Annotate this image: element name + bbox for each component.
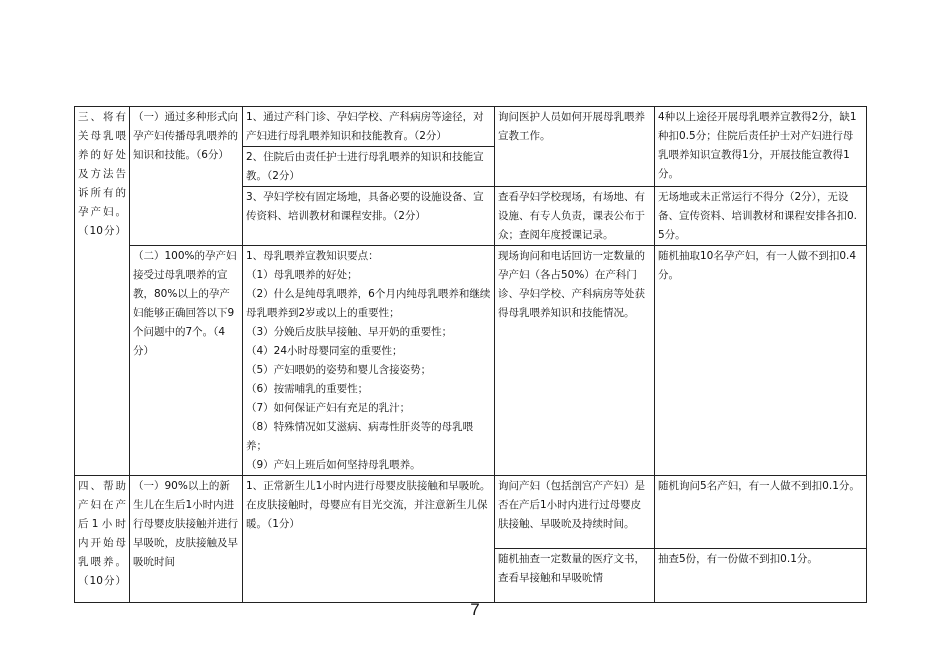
knowledge-point: （3）分娩后皮肤早接触、早开奶的重要性； bbox=[246, 326, 453, 338]
table-row bbox=[75, 107, 867, 147]
table-row bbox=[75, 476, 867, 549]
scoring-cell: 无场地或未正常运行不得分（2分），无设备、宣传资料、培训教材和课程安排各扣0.5分。 bbox=[655, 187, 867, 246]
requirement-cell: 1、正常新生儿1小时内进行母婴皮肤接触和早吸吮。在皮肤接触时，母婴应有目光交流，并注意新生儿保暖。（1分） bbox=[243, 476, 495, 603]
section-4-heading: 四、帮助产妇在产后1小时内开始母乳喂养。（10分） bbox=[75, 476, 130, 603]
knowledge-points-title: 1、母乳喂养宣教知识要点： bbox=[246, 250, 379, 262]
knowledge-point: （1）母乳喂养的好处； bbox=[246, 269, 358, 281]
knowledge-point: （9）产妇上班后如何坚持母乳喂养。 bbox=[246, 459, 421, 471]
method-cell: 查看孕妇学校现场，有场地、有设施、有专人负责，课表公布于众；查阅年度授课记录。 bbox=[495, 187, 655, 246]
table-row bbox=[75, 246, 867, 476]
standards-table bbox=[74, 106, 867, 603]
method-cell: 询问医护人员如何开展母乳喂养宣教工作。 bbox=[495, 107, 655, 187]
requirement-cell: 1、通过产科门诊、孕妇学校、产科病房等途径，对产妇进行母乳喂养知识和技能教育。（2分） bbox=[243, 107, 495, 147]
scoring-cell: 随机询问5名产妇，有一人做不到扣0.1分。 bbox=[655, 476, 867, 549]
knowledge-point: （6）按需哺乳的重要性； bbox=[246, 383, 369, 395]
knowledge-point: （4）24小时母婴同室的重要性； bbox=[246, 345, 403, 357]
method-cell: 询问产妇（包括剖宫产产妇）是否在产后1小时内进行过母婴皮肤接触、早吸吮及持续时间。 bbox=[495, 476, 655, 549]
section-3-heading: 三、将有关母乳喂养的好处及方法告诉所有的孕产妇。（10分） bbox=[75, 107, 130, 476]
knowledge-point: （8）特殊情况如艾滋病、病毒性肝炎等的母乳喂养； bbox=[246, 421, 474, 452]
section-4-item-1-label: （一）90%以上的新生儿在生后1小时内进行母婴皮肤接触并进行早吸吮，皮肤接触及早吸吮时间 bbox=[130, 476, 243, 603]
scoring-cell: 随机抽取10名孕产妇，有一人做不到扣0.4分。 bbox=[655, 246, 867, 476]
method-cell: 随机抽查一定数量的医疗文书，查看早接触和早吸吮情 bbox=[495, 549, 655, 603]
section-3-item-1-label: （一）通过多种形式向孕产妇传播母乳喂养的知识和技能。（6分） bbox=[130, 107, 243, 246]
page-number: 7 bbox=[470, 600, 480, 619]
scoring-cell: 4种以上途径开展母乳喂养宣教得2分，缺1种扣0.5分；住院后责任护士对产妇进行母乳喂养知识宣教得1分，开展技能宣教得1分。 bbox=[655, 107, 867, 187]
knowledge-point: （7）如何保证产妇有充足的乳汁； bbox=[246, 402, 411, 414]
requirement-cell: 3、孕妇学校有固定场地，具备必要的设施设备、宣传资料、培训教材和课程安排。（2分） bbox=[243, 187, 495, 246]
method-cell: 现场询问和电话回访一定数量的孕产妇（各占50%）在产科门诊、孕妇学校、产科病房等处获得母乳喂养知识和技能情况。 bbox=[495, 246, 655, 476]
knowledge-points-cell bbox=[243, 246, 495, 476]
scoring-cell: 抽查5份，有一份做不到扣0.1分。 bbox=[655, 549, 867, 603]
knowledge-point: （2）什么是纯母乳喂养，6个月内纯母乳喂养和继续母乳喂养到2岁或以上的重要性； bbox=[246, 288, 491, 319]
requirement-cell: 2、住院后由责任护士进行母乳喂养的知识和技能宣教。（2分） bbox=[243, 147, 495, 187]
section-3-item-2-label: （二）100%的孕产妇接受过母乳喂养的宣教，80%以上的孕产妇能够正确回答以下9个问题中的7个。（4分） bbox=[130, 246, 243, 476]
knowledge-point: （5）产妇喂奶的姿势和婴儿含接姿势； bbox=[246, 364, 432, 376]
